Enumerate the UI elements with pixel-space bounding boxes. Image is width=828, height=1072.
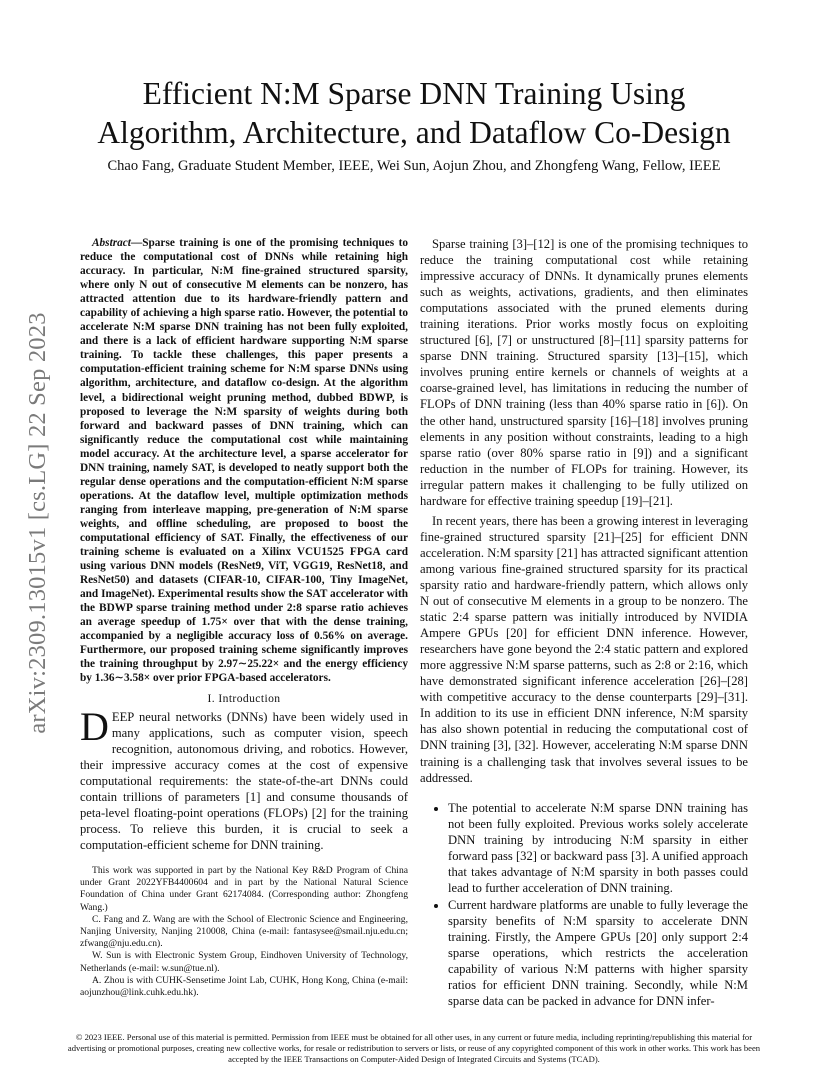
right-column — [420, 236, 748, 1010]
arxiv-stamp — [18, 288, 58, 758]
body-paragraph-nm-sparsity: In recent years, there has been a growing interest in leveraging fine-grained structured sparsity [21]–[25] for efficient DNN acceleration. N:M sparsity [21] has attracted significant attention among various fine-grained structured sparsity for its practical sparsity ratio and hardware-friendly pattern, which allows only N out of consecutive M elements in a group to be nonzero. The static 2:4 sparse pattern was initially introduced by NVIDIA Ampere GPUs [20] for efficient DNN inference. However, researchers have gone beyond the 2:4 static pattern and explored more aggressive N:M sparse patterns, such as 2:8 or 2:16, which have demonstrated significant inference acceleration [26]–[28] with competitive accuracy to the dense counterparts [29]–[31]. In addition to its use in efficient DNN inference, N:M sparsity has also shown potential in reducing the computational cost of DNN training [3], [32]. However, accelerating N:M sparse DNN training is a challenging task that involves several issues to be addressed. — [420, 513, 748, 785]
abstract — [80, 236, 408, 686]
title-line-2: Algorithm, Architecture, and Dataflow Co-Design — [97, 115, 731, 150]
copyright-notice: © 2023 IEEE. Personal use of this material is permitted. Permission from IEEE must be obtained for all other uses, in any current or future media, including reprinting/republishing this material for advertising or promotional purposes, creating new collective works, for resale or redistribution to servers or lists, or reuse of any copyrighted component of this work in other works. This work has been accepted by the IEEE Transactions on Computer-Aided Design of Integrated Circuits and Systems (TCAD). — [67, 1032, 761, 1064]
footnote-affiliation-fang-wang: C. Fang and Z. Wang are with the School of Electronic Science and Engineering, Nanjing University, Nanjing 210008, China (e-mail: fantasysee@smail.nju.edu.cn; zfwang@nju.edu.cn). — [80, 913, 408, 950]
body-paragraph-sparse-training: Sparse training [3]–[12] is one of the promising techniques to reduce the training computational cost while retaining impressive accuracy of DNNs. It dynamically prunes elements such as weights, activations, gradients, and then eliminates computations associated with the pruned elements during training iterations. Prior works mostly focus on exploiting structured [6], [7] or unstructured [8]–[11] sparsity patterns for sparse DNN training. Structured sparsity [13]–[15], which involves pruning entire kernels or channels of weights at a coarse-grained level, has limitations in reducing the number of FLOPs of DNN training (less than 40% sparse ratio in [6]). On the other hand, unstructured sparsity [16]–[18] involves pruning elements in any position without constraints, leading to a high sparse ratio (over 80% sparse ratio in [9]) and a significant reduction in the number of FLOPs for training. However, its irregular pattern makes it challenging to be fully utilized on hardware for effective training speedup [19]–[21]. — [420, 237, 748, 508]
intro-paragraph — [80, 703, 408, 853]
section-heading-introduction: I. Introduction — [207, 691, 281, 705]
paper-title — [60, 74, 768, 152]
footnote-affiliation-zhou: A. Zhou is with CUHK-Sensetime Joint Lab, CUHK, Hong Kong, China (e-mail: aojunzhou@link.cuhk.edu.hk). — [80, 974, 408, 998]
footnotes — [80, 865, 408, 999]
bullet-item: • The potential to accelerate N:M sparse DNN training has not been fully exploited. Previous works solely accelerate DNN training by introducing N:M sparsity in either forward pass [32] or backward pass [3]. A unified approach that takes advantage of N:M sparsity in both passes could lead to further acceleration of DNN training. — [448, 800, 748, 896]
title-line-1: Efficient N:M Sparse DNN Training Using — [142, 76, 686, 111]
arxiv-stamp-text: arXiv:2309.13015v1 [cs.LG] 22 Sep 2023 — [24, 312, 51, 734]
abstract-lead: Abstract — [92, 237, 131, 249]
drop-cap: D — [80, 703, 109, 749]
footnote-affiliation-sun: W. Sun is with Electronic System Group, Eindhoven University of Technology, Netherlands (e-mail: w.sun@tue.nl). — [80, 950, 408, 974]
bullet-item: • Current hardware platforms are unable to fully leverage the sparsity benefits of N:M sparsity to accelerate DNN training. Firstly, the Ampere GPUs [20] only support 2:4 sparse operations, which restricts the acceleration capability of various N:M patterns with higher sparsity ratios for efficient DNN training. Secondly, while N:M sparse data can be packed in advance for DNN infer- — [448, 897, 748, 1009]
author-list: Chao Fang, Graduate Student Member, IEEE, Wei Sun, Aojun Zhou, and Zhongfeng Wang, Fellow, IEEE — [107, 158, 721, 174]
issue-bullet-list — [420, 800, 748, 1010]
left-column — [80, 236, 408, 999]
footnote-funding: This work was supported in part by the National Key R&D Program of China under Grant 2022YFB4400604 and in part by the National Natural Science Foundation of China under Grant 62174084. (Corresponding author: Zhongfeng Wang.) — [80, 864, 408, 913]
intro-paragraph-text: EEP neural networks (DNNs) have been widely used in many applications, such as computer vision, speech recognition, autonomous driving, and robotics. However, their impressive accuracy comes at the cost of expensive computational requirements: the state-of-the-art DNNs could contain trillions of parameters [1] and consume thousands of peta-level floating-point operations (FLOPs) [2] for the training process. To relieve this burden, it is crucial to seek a computation-efficient scheme for DNN training. — [80, 709, 408, 852]
abstract-text: —Sparse training is one of the promising techniques to reduce the computational cost of DNNs while retaining high accuracy. In particular, N:M fine-grained structured sparsity, where only N out of consecutive M elements can be nonzero, has attracted attention due to its hardware-friendly pattern and capability of achieving a high sparse ratio. However, the potential to accelerate N:M sparse DNN training has not been fully exploited, and there is a lack of efficient hardware supporting N:M sparse training. To tackle these challenges, this paper presents a computation-efficient training scheme for N:M sparse DNNs using algorithm, architecture, and dataflow co-design. At the algorithm level, a bidirectional weight pruning method, dubbed BDWP, is proposed to leverage the N:M sparsity of weights during both forward and backward passes of DNN training, which can significantly reduce the computational cost while maintaining model accuracy. At the architecture level, a sparse accelerator for DNN training, namely SAT, is developed to neatly support both the regular dense operations and the computation-efficient N:M sparse operations. At the dataflow level, multiple optimization methods ranging from interleave mapping, pre-generation of N:M sparse weights, and offline scheduling, are proposed to boost the computational efficiency of SAT. Finally, the effectiveness of our training scheme is evaluated on a Xilinx VCU1525 FPGA card using various DNN models (ResNet9, ViT, VGG19, ResNet18, and ResNet50) and datasets (CIFAR-10, CIFAR-100, Tiny ImageNet, and ImageNet). Experimental results show the SAT accelerator with the BDWP sparse training method under 2:8 sparse ratio achieves an average speedup of 1.75× over that with the dense training, accompanied by a negligible accuracy loss of 0.56% on average. Furthermore, our proposed training scheme significantly improves the training throughput by 2.97∼25.22× and the energy efficiency by 1.36∼3.58× over prior FPGA-based accelerators. — [80, 237, 408, 685]
